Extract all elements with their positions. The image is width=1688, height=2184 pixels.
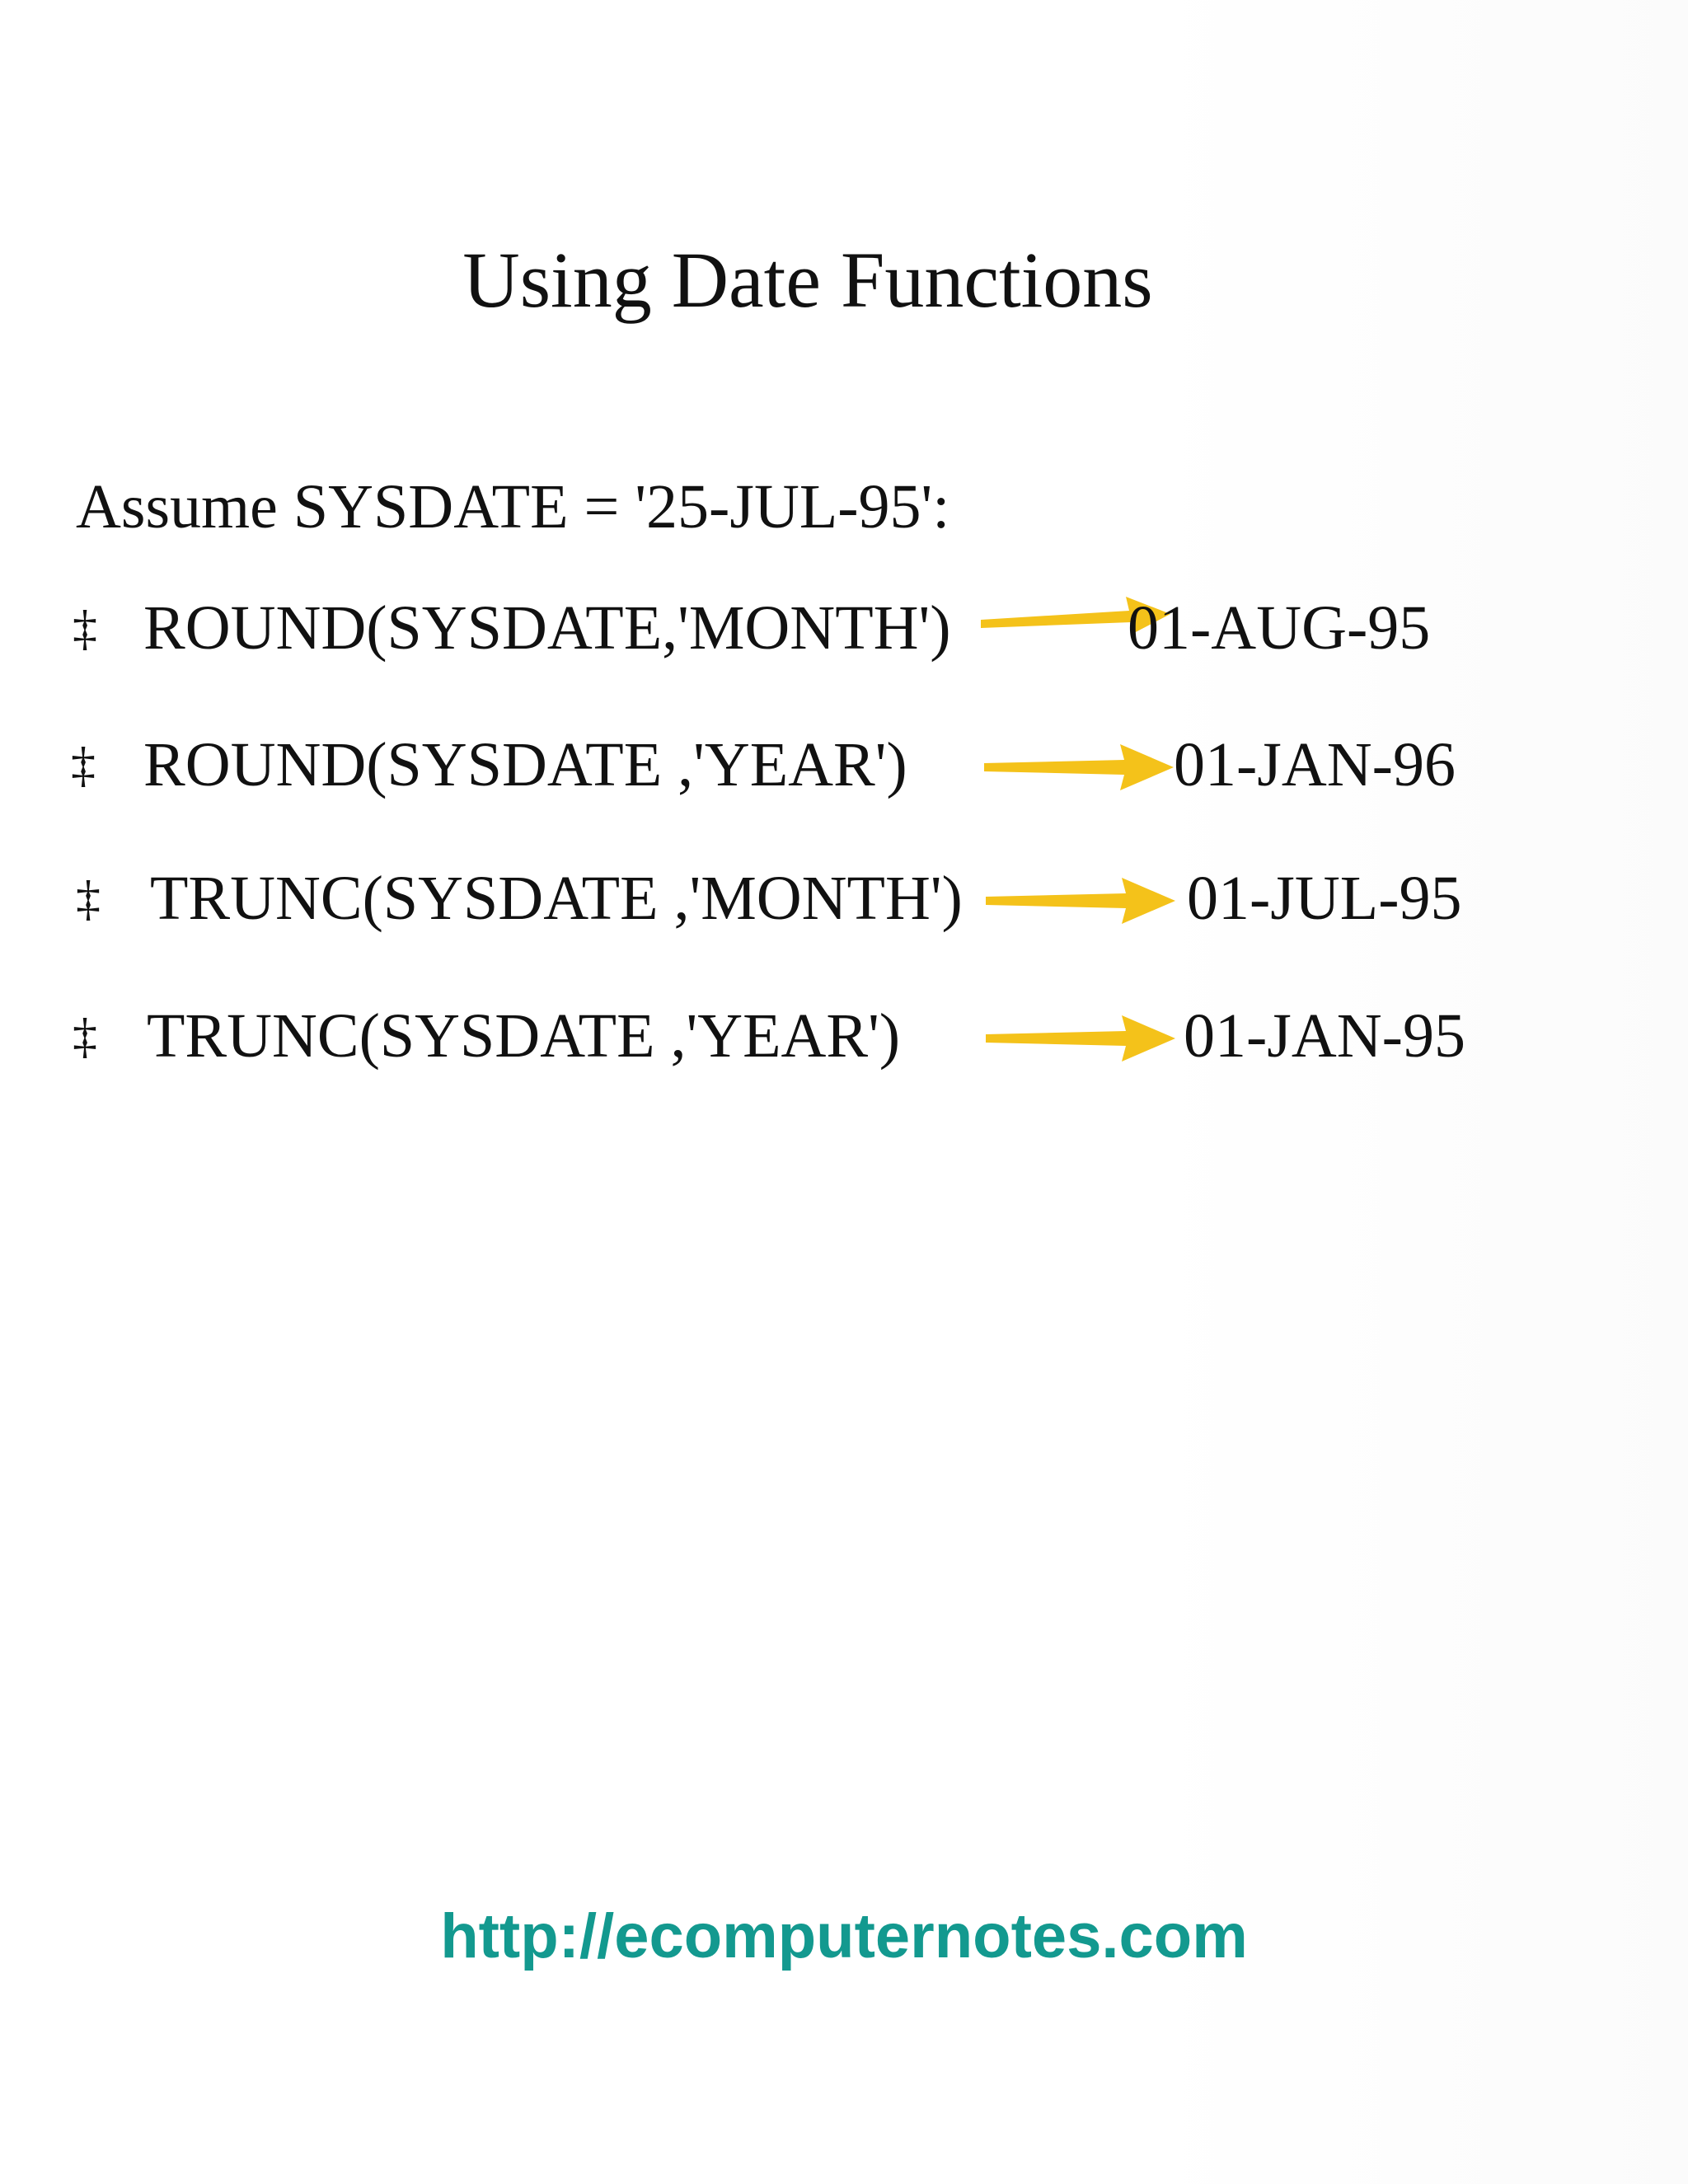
function-result: 01-JUL-95 bbox=[1187, 864, 1462, 933]
function-expression: TRUNC(SYSDATE ,'YEAR') bbox=[147, 1001, 901, 1071]
bullet-icon: ‡ bbox=[76, 871, 101, 926]
function-expression: ROUND(SYSDATE,'MONTH') bbox=[143, 593, 951, 663]
page-title: Using Date Functions bbox=[462, 236, 1153, 324]
function-result: 01-AUG-95 bbox=[1128, 593, 1431, 663]
function-result: 01-JAN-95 bbox=[1184, 1001, 1465, 1071]
list-item bbox=[0, 724, 1688, 806]
function-expression: TRUNC(SYSDATE ,'MONTH') bbox=[150, 864, 963, 933]
right-arrow-icon bbox=[986, 1009, 1175, 1066]
list-item bbox=[0, 587, 1688, 669]
list-item bbox=[0, 857, 1688, 940]
list-item bbox=[0, 995, 1688, 1077]
bullet-icon: ‡ bbox=[73, 1009, 97, 1063]
sysdate-assumption: Assume SYSDATE = '25-JUL-95': bbox=[76, 472, 950, 541]
function-expression: ROUND(SYSDATE ,'YEAR') bbox=[143, 730, 907, 799]
function-result: 01-JAN-96 bbox=[1174, 730, 1456, 799]
right-arrow-icon bbox=[986, 871, 1175, 929]
bullet-icon: ‡ bbox=[71, 738, 96, 792]
right-arrow-icon bbox=[984, 738, 1174, 795]
bullet-icon: ‡ bbox=[73, 601, 97, 655]
footer-link[interactable]: http://ecomputernotes.com bbox=[440, 1901, 1248, 1971]
